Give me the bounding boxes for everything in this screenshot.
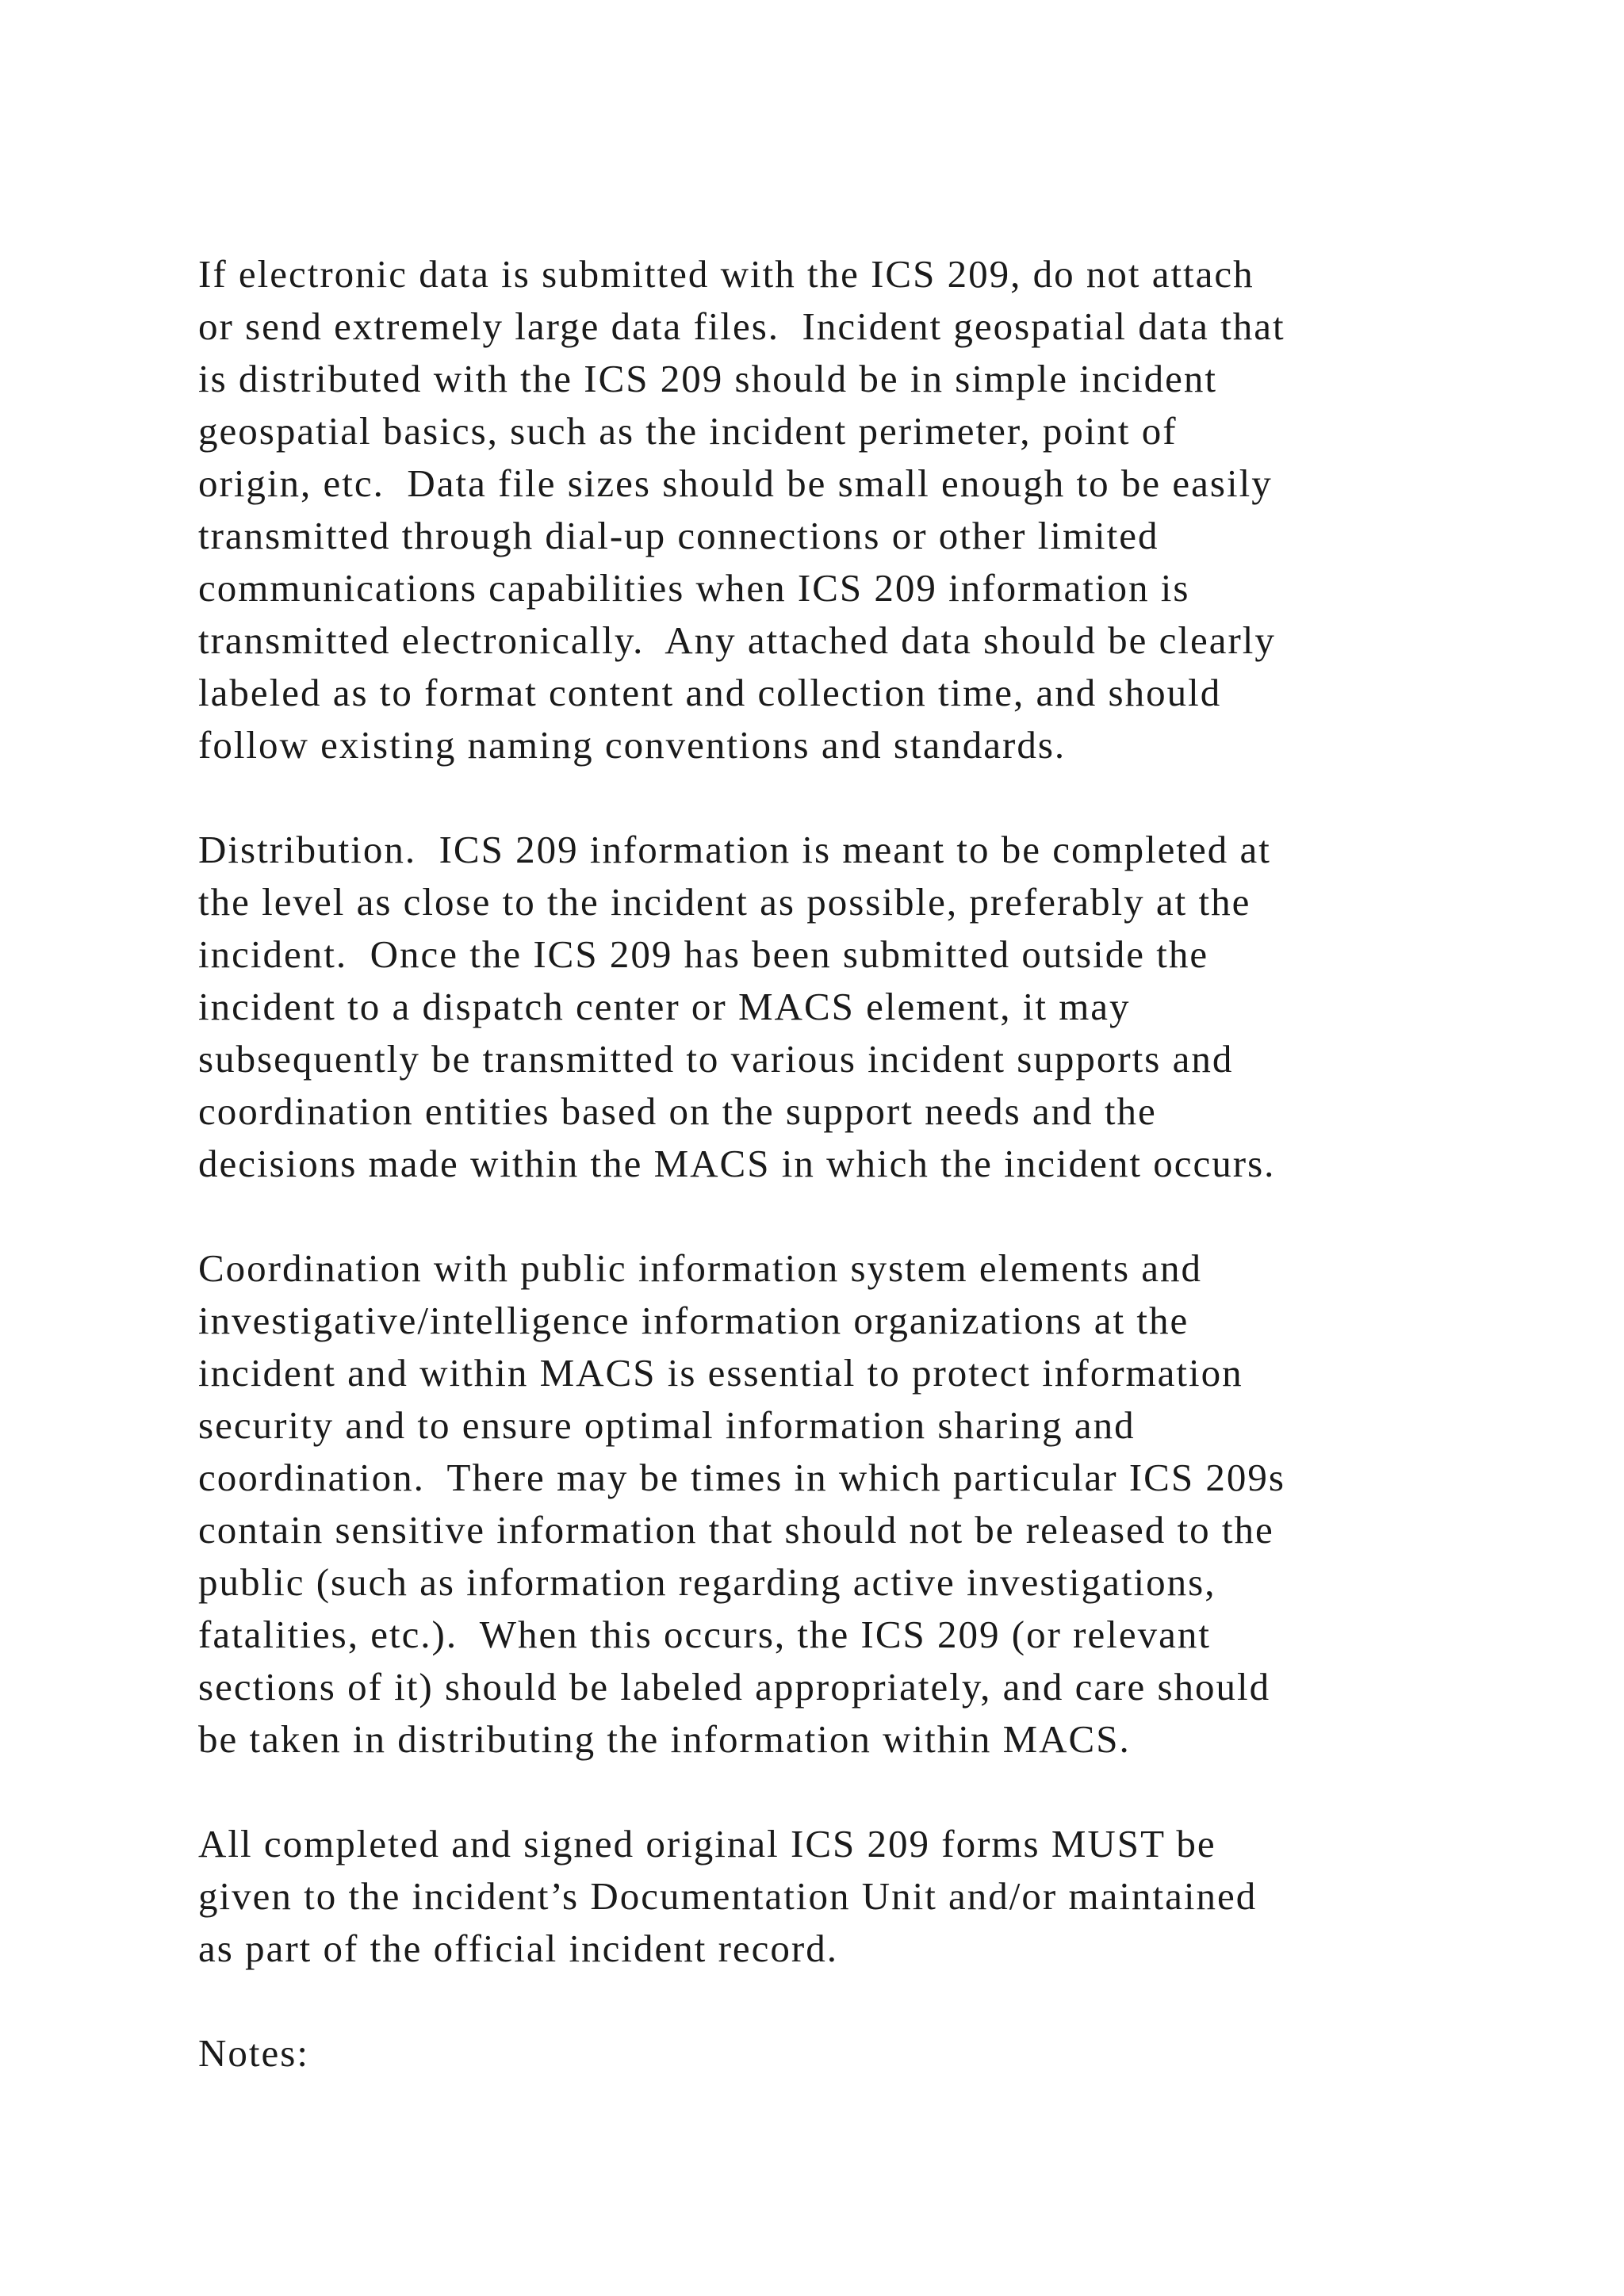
text-line: as part of the official incident record.: [198, 1927, 838, 1970]
text-line: incident to a dispatch center or MACS element, it may: [198, 985, 1131, 1028]
text-line: is distributed with the ICS 209 should be in simple incident: [198, 357, 1218, 400]
text-line: subsequently be transmitted to various incident supports and: [198, 1037, 1234, 1081]
text-line: sections of it) should be labeled appropriately, and care should: [198, 1665, 1271, 1709]
text-line: coordination. There may be times in which particular ICS 209s: [198, 1456, 1285, 1499]
paragraph-electronic-data: [198, 248, 1499, 771]
text-line: geospatial basics, such as the incident perimeter, point of: [198, 409, 1178, 453]
text-line: labeled as to format content and collection time, and should: [198, 671, 1222, 714]
text-line: Distribution. ICS 209 information is meant to be completed at: [198, 828, 1271, 871]
text-line: decisions made within the MACS in which the incident occurs.: [198, 1142, 1276, 1185]
text-line: origin, etc. Data file sizes should be small enough to be easily: [198, 461, 1273, 505]
text-line: fatalities, etc.). When this occurs, the ICS 209 (or relevant: [198, 1613, 1211, 1656]
paragraph-distribution: [198, 824, 1499, 1190]
text-line: incident and within MACS is essential to protect information: [198, 1351, 1243, 1395]
text-line: or send extremely large data files. Incident geospatial data that: [198, 304, 1285, 348]
document-body: [198, 248, 1499, 2132]
paragraph-documentation: [198, 1818, 1499, 1975]
text-line: contain sensitive information that should not be released to the: [198, 1508, 1274, 1552]
text-line: transmitted electronically. Any attached data should be clearly: [198, 618, 1276, 662]
text-line: incident. Once the ICS 209 has been submitted outside the: [198, 932, 1209, 976]
text-line: investigative/intelligence information organizations at the: [198, 1299, 1189, 1342]
text-line: follow existing naming conventions and standards.: [198, 723, 1067, 767]
text-line: All completed and signed original ICS 209 forms MUST be: [198, 1822, 1216, 1866]
text-line: transmitted through dial-up connections or other limited: [198, 514, 1159, 557]
text-line: be taken in distributing the information within MACS.: [198, 1717, 1131, 1761]
paragraph-notes: [198, 2027, 1499, 2080]
text-line: security and to ensure optimal information sharing and: [198, 1403, 1136, 1447]
text-line: If electronic data is submitted with the ICS 209, do not attach: [198, 252, 1254, 296]
text-line: the level as close to the incident as possible, preferably at the: [198, 880, 1251, 924]
text-line: communications capabilities when ICS 209 information is: [198, 566, 1190, 610]
text-line: given to the incident’s Documentation Unit and/or maintained: [198, 1874, 1258, 1918]
text-line: Coordination with public information system elements and: [198, 1246, 1203, 1290]
paragraph-coordination: [198, 1242, 1499, 1766]
text-line: public (such as information regarding active investigations,: [198, 1560, 1216, 1604]
text-line: coordination entities based on the support needs and the: [198, 1089, 1157, 1133]
notes-label: Notes:: [198, 2031, 309, 2075]
